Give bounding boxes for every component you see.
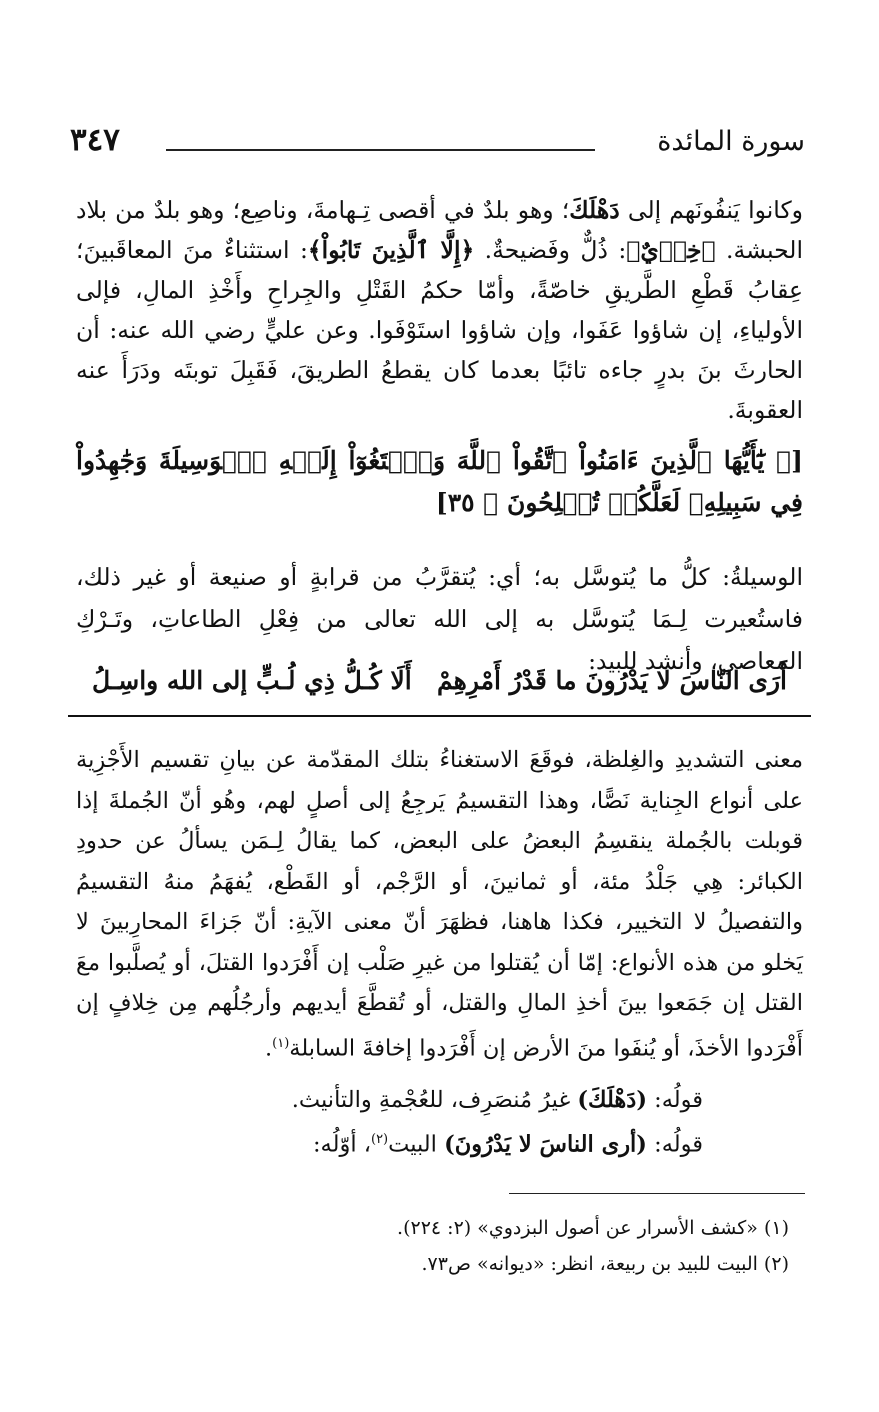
note-poem [76, 1120, 803, 1165]
note-term: (دَهْلَكَ) [577, 1087, 647, 1113]
poem-hemistich-second: أَلَا كُـلُّ ذِي لُـبٍّ إلى الله واسِـلُ [92, 666, 412, 695]
commentary-section [76, 740, 803, 1069]
text-run: ؛ وهو بلدٌ في أقصى تِـهامةَ، وناصِع؛ وهو بلدٌ من بلاد الحبشة. [76, 196, 803, 264]
quran-word-khizy: ﴿خِزۡيٌ﴾ [626, 236, 716, 264]
footnotes [76, 1210, 803, 1282]
page-header [70, 122, 805, 166]
text-run: غيرُ مُنصَرِف، للعُجْمةِ والتأنيث. [291, 1087, 578, 1113]
commentary-paragraph [76, 740, 803, 1069]
quran-phrase-illa: ﴿إِلَّا ٱلَّذِينَ تَابُواْ﴾ [307, 236, 475, 264]
main-paragraph [76, 190, 803, 430]
poem-verse [92, 666, 787, 710]
text-run: وكانوا يَنفُونَهم إلى [619, 196, 804, 224]
text-run: : ذُلٌّ وفَضيحةٌ. [474, 236, 627, 264]
text-run: البيت [388, 1131, 445, 1158]
note-dahlak [76, 1080, 803, 1120]
text-run: : استثناءٌ منَ المعاقَبينَ؛ عِقابُ قَطْعِ الطَّريقِ خاصّةً، وأمّا حكمُ القَتْلِ والجِراحِ وأَخْذِ المالِ، فإلى الأولياءِ، إن شاؤوا عَفَوا، وإن شاؤوا استَوْفَوا. وعن عليٍّ رضي الله عنه: أن الحارثَ بنَ بدرٍ جاءه تائبًا بعدما كان يقطعُ الطريقَ، فَقَبِلَ توبتَه ودَرَأَ عنه العقوبةَ. [76, 236, 803, 424]
footnote-ref-2[interactable]: (٢) [370, 1132, 389, 1147]
page-number: ٣٤٧ [70, 122, 120, 158]
commentary-text: معنى التشديدِ والغِلظة، فوقَعَ الاستغناءُ بتلك المقدّمة عن بيانِ تقسيم الأَجْزِية على أنواع الجِناية نَصًّا، وهذا التقسيمُ يَرجِعُ إلى أصلٍ لهم، وهُو أنّ الجُملةَ إذا قوبلت بالجُملة ينقسِمُ البعضُ على البعض، كما يقالُ لِـمَن يسألُ عن حدودِ الكبائر: هِي جَلْدُ مئة، أو ثمانينَ، أو الرَّجْم، أو القَطْع، يُفهَمُ منهُ التقسيمُ والتفصيلُ لا التخيير، فكذا هاهنا، فظهَرَ أنّ معنى الآيةِ: أنّ جَزاءَ المحارِبينَ لا يَخلو من هذه الأنواع: إمّا أن يُقتلوا من غيرِ صَلْب إن أَفْرَدوا القتلَ، أو يُصلَّبوا معَ القتل إن جَمَعوا بينَ أخذِ المالِ والقتل، أو تُقطَّعَ أيديهم وأرجُلُهم مِن خِلافٍ إن أَفْرَدوا الأخذَ، أو يُنفَوا منَ الأرض إن أَفْرَدوا إخافةَ السابلة [76, 747, 803, 1061]
notes-section [76, 1080, 803, 1165]
text-run: قولُه: [646, 1087, 703, 1113]
surah-name: سورة المائدة [657, 126, 805, 157]
text-run: . [264, 1035, 273, 1061]
footnote-2: (٢) البيت للبيد بن ربيعة، انظر: «ديوانه» ص٧٣. [421, 1253, 789, 1275]
text-run: ، أوّلُه: [312, 1131, 371, 1158]
verse-text: [﴿ يَٰٓأَيُّهَا ٱلَّذِينَ ءَامَنُواْ ٱتَّقُواْ ٱللَّهَ وَٱبۡتَغُوٓاْ إِلَيۡهِ ٱلۡوَسِيلَةَ وَجَٰهِدُواْ فِي سَبِيلِهِۦ لَعَلَّكُمۡ تُفۡلِحُونَ ﴾ ٣٥] [76, 446, 803, 517]
section-divider [68, 715, 811, 717]
footnote-ref-1[interactable]: (١) [272, 1035, 290, 1051]
main-text [76, 190, 803, 430]
text-run: قولُه: [646, 1131, 703, 1158]
wasila-paragraph [76, 556, 803, 682]
footnote-1: (١) «كشف الأسرار عن أصول البزدوي» (٢: ٢٢٤). [397, 1217, 789, 1239]
wasila-text: الوسيلةُ: كلُّ ما يُتوسَّل به؛ أي: يُتقرَّبُ من قرابةٍ أو صنيعة أو غير ذلك، فاستُعيرت لِـمَا يُتوسَّل به إلى الله تعالى من فِعْلِ الطاعاتِ، وتَـرْكِ المعاصي، وأنشد للبيد: [76, 563, 803, 675]
word-dahlak: دَهْلَكَ [569, 196, 620, 224]
quran-verse [76, 440, 803, 524]
note-term: (أرى الناسَ لا يَدْرُونَ) [444, 1131, 647, 1158]
poem-hemistich-first: أَرَى النّاسَ لا يَدْرُونَ ما قَدْرُ أَمْرِهِمْ [437, 666, 787, 695]
footnote-rule [509, 1193, 805, 1194]
header-rule [166, 149, 595, 151]
